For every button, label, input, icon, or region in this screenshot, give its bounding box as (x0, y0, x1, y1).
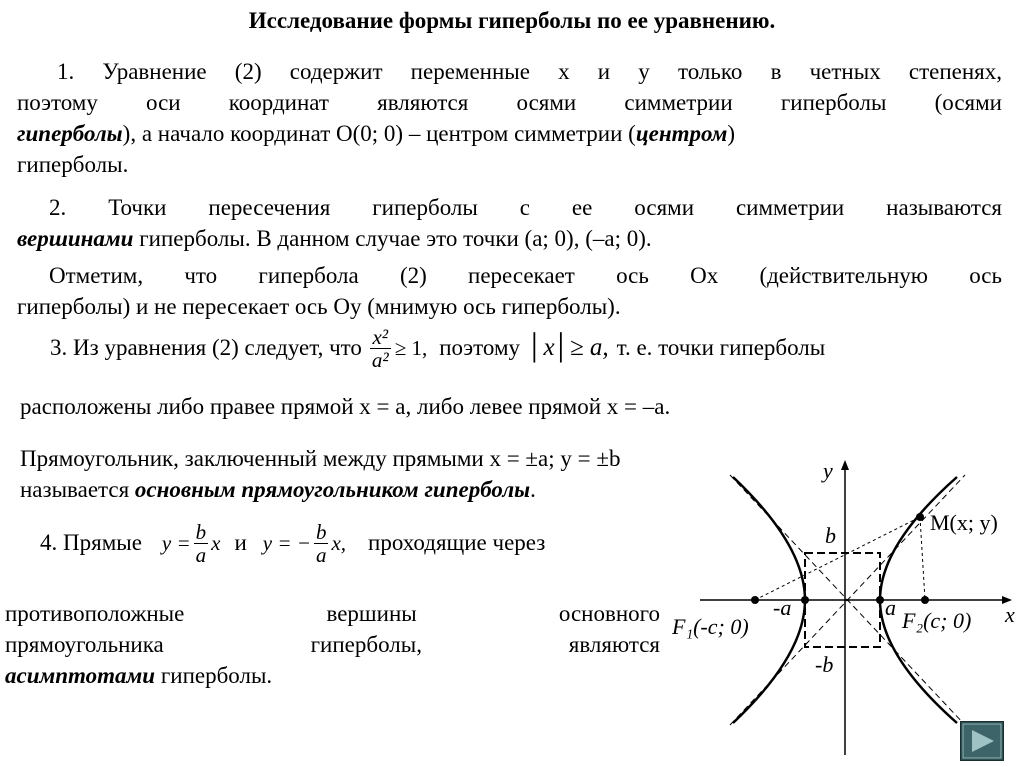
y-axis-arrow (841, 460, 849, 470)
eq2-fraction: $\frac{b}{a}$ (315, 519, 327, 567)
p3-line2: гиперболы) и не пересекает ось Oy (мнимую ось гиперболы). (17, 294, 621, 319)
focal-line-f2-m (920, 517, 925, 600)
label-a: a (885, 595, 896, 620)
point-f1 (751, 596, 759, 604)
p2-line1: 2. Точки пересечения гиперболы с ее осями симметрии называются (49, 195, 1002, 220)
point-f2 (921, 596, 929, 604)
point-a (876, 596, 884, 604)
eq2-lhs: y = − (262, 530, 311, 555)
p1-line1: 1. Уравнение (2) содержит переменные x и y только в четных степенях, (57, 59, 1002, 84)
label-f1: F₁(-c; 0) (672, 614, 749, 639)
p4-suffix: т. е. точки гиперболы (616, 335, 826, 360)
p8-line2: прямоугольника гиперболы, являются (5, 632, 660, 657)
p8-line1: противоположные вершины основного (5, 601, 660, 626)
p7-suffix: проходящие через (368, 530, 546, 555)
eq1-lhs: y = (161, 530, 191, 555)
fraction-x2-a2: $\frac{\text{x²}}{\text{a²}}$ (371, 324, 389, 372)
next-slide-button[interactable] (960, 721, 1004, 761)
point-m-label: M(x; y) (930, 510, 998, 535)
p1-line3: гиперболы), а начало координат O(0; 0) – центром симметрии (центром) (17, 121, 736, 146)
p4-absx: │x│≥ a, (528, 334, 609, 361)
eq1-rhs: x (211, 530, 221, 555)
label-neg-a: -a (773, 595, 792, 620)
p1-line4: гиперболы. (17, 152, 129, 177)
eq1-fraction: $\frac{b}{a}$ (195, 519, 207, 567)
p3-line1: Отметим, что гипербола (2) пересекает ось Ox (действительную ось (49, 263, 1002, 288)
p4-middle: поэтому (439, 335, 521, 360)
point-m (916, 513, 924, 521)
p1-line2: поэтому оси координат являются осями симметрии гиперболы (осями (17, 90, 1002, 115)
eq2-rhs: x, (331, 530, 347, 555)
p7-prefix: 4. Прямые (40, 530, 142, 555)
play-arrow-icon (961, 722, 1003, 760)
p6-line1: Прямоугольник, заключенный между прямыми x = ±a; y = ±b (20, 446, 621, 471)
label-b: b (825, 523, 836, 548)
p7-and: и (234, 530, 247, 555)
label-f2: F₂(c; 0) (902, 608, 972, 633)
paragraph-location: расположены либо правее прямой x = a, либо левее прямой x = –a. (20, 394, 671, 419)
p4-prefix: 3. Из уравнения (2) следует, что (50, 335, 362, 360)
p6-line2: называется основным прямоугольником гиперболы. (20, 477, 536, 502)
point-neg-a (801, 596, 809, 604)
p4-inequality: ≥ 1, (394, 335, 428, 360)
p2-line2: вершинами гиперболы. В данном случае это точки (a; 0), (–a; 0). (17, 226, 652, 251)
y-axis-label: y (823, 458, 833, 483)
label-neg-b: -b (815, 652, 834, 677)
x-axis-label: x (1005, 602, 1015, 627)
page-title: Исследование формы гиперболы по ее уравнению. (248, 8, 776, 33)
p8-line3: асимптотами гиперболы. (5, 663, 273, 688)
